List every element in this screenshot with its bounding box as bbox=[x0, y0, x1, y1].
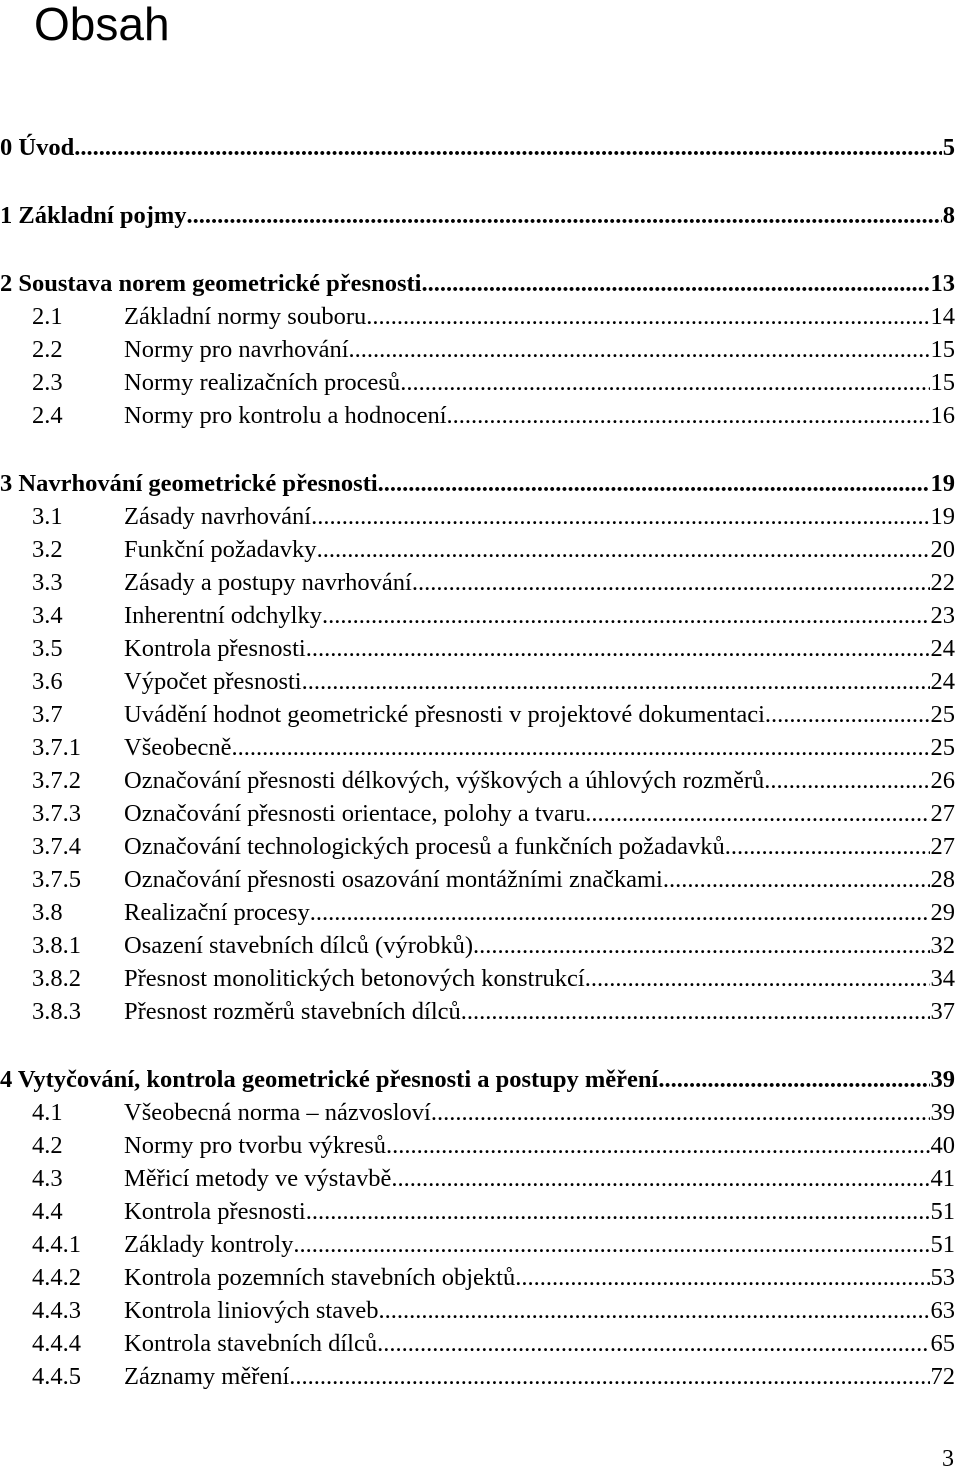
dot-leader bbox=[473, 929, 929, 962]
toc-entry-title: Záznamy měření bbox=[124, 1363, 290, 1390]
toc-entry-page: 28 bbox=[930, 866, 955, 893]
toc-entry-number: 3.5 bbox=[32, 635, 63, 662]
dot-leader bbox=[447, 399, 930, 432]
toc-entry-number: 3.1 bbox=[32, 503, 63, 530]
toc-chapter-entry[interactable] bbox=[0, 131, 955, 164]
dot-leader bbox=[412, 566, 930, 599]
toc-entry-number: 3.7 bbox=[32, 701, 63, 728]
toc-entry-title: Normy pro navrhování bbox=[124, 336, 349, 363]
dot-leader bbox=[391, 1162, 929, 1195]
toc-entry-page: 37 bbox=[930, 998, 955, 1025]
toc-entry-page: 40 bbox=[930, 1132, 955, 1159]
toc-entry-page: 25 bbox=[930, 701, 955, 728]
toc-section-entry[interactable] bbox=[0, 962, 955, 995]
toc-entry-page: 51 bbox=[930, 1198, 955, 1225]
toc-section-entry[interactable] bbox=[0, 333, 955, 366]
toc-entry-number: 3.8 bbox=[32, 899, 63, 926]
toc-entry-number: 4.4.1 bbox=[32, 1231, 81, 1258]
toc-section-entry[interactable] bbox=[0, 300, 955, 333]
toc-section-entry[interactable] bbox=[0, 1327, 955, 1360]
dot-leader bbox=[311, 500, 929, 533]
dot-leader bbox=[431, 1096, 930, 1129]
toc-entry-title: Zásady navrhování bbox=[124, 503, 312, 530]
toc-entry-number: 4.4.4 bbox=[32, 1330, 81, 1357]
toc-entry-number: 3.8.1 bbox=[32, 932, 81, 959]
toc-section-entry[interactable] bbox=[0, 863, 955, 896]
toc-section-entry[interactable] bbox=[0, 632, 955, 665]
toc-section-entry[interactable] bbox=[0, 599, 955, 632]
toc-entry-title: Všeobecná norma – názvosloví bbox=[124, 1099, 431, 1126]
toc-entry-title: 4 Vytyčování, kontrola geometrické přesnosti a postupy měření bbox=[0, 1066, 659, 1093]
toc-chapter-entry[interactable] bbox=[0, 199, 955, 232]
dot-leader bbox=[764, 764, 929, 797]
dot-leader bbox=[377, 1327, 929, 1360]
toc-entry-title: 2 Soustava norem geometrické přesnosti bbox=[0, 270, 422, 297]
dot-leader bbox=[378, 1294, 929, 1327]
dot-leader bbox=[658, 1063, 929, 1096]
toc-section-entry[interactable] bbox=[0, 533, 955, 566]
toc-section-entry[interactable] bbox=[0, 830, 955, 863]
dot-leader bbox=[74, 131, 942, 164]
dot-leader bbox=[400, 366, 929, 399]
dot-leader bbox=[349, 333, 930, 366]
toc-entry-title: Funkční požadavky bbox=[124, 536, 317, 563]
toc-section-entry[interactable] bbox=[0, 896, 955, 929]
toc-entry-title: Kontrola přesnosti bbox=[124, 635, 306, 662]
dot-leader bbox=[461, 995, 930, 1028]
toc-entry-number: 3.4 bbox=[32, 602, 63, 629]
toc-section-entry[interactable] bbox=[0, 399, 955, 432]
toc-entry-page: 25 bbox=[930, 734, 955, 761]
dot-leader bbox=[515, 1261, 929, 1294]
toc-entry-page: 23 bbox=[930, 602, 955, 629]
toc-entry-title: Označování přesnosti délkových, výškových a úhlových rozměrů bbox=[124, 767, 765, 794]
toc-entry-title: Zásady a postupy navrhování bbox=[124, 569, 412, 596]
dot-leader bbox=[322, 599, 930, 632]
toc-section-entry[interactable] bbox=[0, 995, 955, 1028]
toc-section-entry[interactable] bbox=[0, 566, 955, 599]
toc-entry-page: 27 bbox=[930, 800, 955, 827]
dot-leader bbox=[378, 467, 930, 500]
toc-entry-page: 51 bbox=[930, 1231, 955, 1258]
toc-entry-title: Realizační procesy bbox=[124, 899, 310, 926]
toc-section-entry[interactable] bbox=[0, 929, 955, 962]
toc-entry-page: 53 bbox=[930, 1264, 955, 1291]
toc-entry-page: 14 bbox=[930, 303, 955, 330]
toc-entry-title: Kontrola liniových staveb bbox=[124, 1297, 379, 1324]
toc-entry-page: 22 bbox=[930, 569, 955, 596]
toc-entry-number: 4.2 bbox=[32, 1132, 63, 1159]
toc-entry-title: Uvádění hodnot geometrické přesnosti v projektové dokumentaci bbox=[124, 701, 765, 728]
toc-entry-number: 3.7.2 bbox=[32, 767, 81, 794]
toc-entry-page: 15 bbox=[930, 369, 955, 396]
toc-entry-title: Kontrola přesnosti bbox=[124, 1198, 306, 1225]
toc-chapter-entry[interactable] bbox=[0, 1063, 955, 1096]
toc-section-entry[interactable] bbox=[0, 1096, 955, 1129]
toc-entry-number: 3.6 bbox=[32, 668, 63, 695]
toc-entry-page: 39 bbox=[930, 1066, 955, 1093]
toc-entry-number: 3.8.3 bbox=[32, 998, 81, 1025]
toc-section-entry[interactable] bbox=[0, 500, 955, 533]
toc-entry-number: 3.7.4 bbox=[32, 833, 81, 860]
page-number: 3 bbox=[942, 1446, 954, 1472]
toc-section-entry[interactable] bbox=[0, 1261, 955, 1294]
dot-leader bbox=[366, 300, 929, 333]
toc-entry-title: Normy realizačních procesů bbox=[124, 369, 401, 396]
toc-entry-page: 13 bbox=[930, 270, 955, 297]
toc-entry-number: 3.7.5 bbox=[32, 866, 81, 893]
toc-section-entry[interactable] bbox=[0, 1162, 955, 1195]
toc-entry-number: 4.4 bbox=[32, 1198, 63, 1225]
toc-entry-page: 24 bbox=[930, 635, 955, 662]
toc-entry-page: 15 bbox=[930, 336, 955, 363]
toc-entry-page: 16 bbox=[930, 402, 955, 429]
toc-entry-title: Normy pro kontrolu a hodnocení bbox=[124, 402, 447, 429]
toc-entry-page: 72 bbox=[930, 1363, 955, 1390]
toc-entry-page: 26 bbox=[930, 767, 955, 794]
toc-section-entry[interactable] bbox=[0, 698, 955, 731]
dot-leader bbox=[585, 962, 930, 995]
toc-entry-title: Kontrola stavebních dílců bbox=[124, 1330, 378, 1357]
toc-entry-title: Výpočet přesnosti bbox=[124, 668, 302, 695]
toc-section-entry[interactable] bbox=[0, 665, 955, 698]
toc-entry-title: Označování přesnosti orientace, polohy a tvaru bbox=[124, 800, 586, 827]
toc-entry-number: 3.7.1 bbox=[32, 734, 81, 761]
dot-leader bbox=[765, 698, 930, 731]
toc-chapter-entry[interactable] bbox=[0, 267, 955, 300]
dot-leader bbox=[306, 1195, 930, 1228]
toc-entry-number: 2.3 bbox=[32, 369, 63, 396]
dot-leader bbox=[293, 1228, 929, 1261]
toc-entry-title: Označování přesnosti osazování montážními značkami bbox=[124, 866, 663, 893]
toc-entry-title: Kontrola pozemních stavebních objektů bbox=[124, 1264, 516, 1291]
toc-entry-number: 3.3 bbox=[32, 569, 63, 596]
toc-entry-page: 27 bbox=[930, 833, 955, 860]
toc-entry-number: 2.4 bbox=[32, 402, 63, 429]
dot-leader bbox=[289, 1360, 929, 1393]
toc-entry-page: 19 bbox=[930, 503, 955, 530]
toc-section-entry[interactable] bbox=[0, 731, 955, 764]
toc-section-entry[interactable] bbox=[0, 1294, 955, 1327]
toc-entry-title: Měřicí metody ve výstavbě bbox=[124, 1165, 392, 1192]
dot-leader bbox=[421, 267, 929, 300]
dot-leader bbox=[310, 896, 930, 929]
toc-entry-title: Označování technologických procesů a funkčních požadavků bbox=[124, 833, 725, 860]
toc-entry-page: 24 bbox=[930, 668, 955, 695]
dot-leader bbox=[386, 1129, 930, 1162]
toc-entry-number: 4.4.3 bbox=[32, 1297, 81, 1324]
toc-section-entry[interactable] bbox=[0, 366, 955, 399]
toc-entry-title: Základní normy souboru bbox=[124, 303, 367, 330]
page-title: Obsah bbox=[34, 0, 170, 50]
toc-entry-number: 3.8.2 bbox=[32, 965, 81, 992]
toc-entry-page: 32 bbox=[930, 932, 955, 959]
toc-entry-title: Všeobecně bbox=[124, 734, 232, 761]
toc-entry-page: 39 bbox=[930, 1099, 955, 1126]
toc-entry-title: Základy kontroly bbox=[124, 1231, 294, 1258]
dot-leader bbox=[187, 199, 942, 232]
toc-section-entry[interactable] bbox=[0, 1228, 955, 1261]
toc-entry-number: 4.3 bbox=[32, 1165, 63, 1192]
toc-entry-number: 3.7.3 bbox=[32, 800, 81, 827]
dot-leader bbox=[306, 632, 930, 665]
toc-entry-page: 8 bbox=[942, 202, 955, 229]
toc-entry-number: 3.2 bbox=[32, 536, 63, 563]
toc-entry-number: 2.2 bbox=[32, 336, 63, 363]
toc-entry-number: 4.4.5 bbox=[32, 1363, 81, 1390]
dot-leader bbox=[585, 797, 929, 830]
toc-entry-title: 1 Základní pojmy bbox=[0, 202, 187, 229]
dot-leader bbox=[317, 533, 930, 566]
toc-entry-title: Inherentní odchylky bbox=[124, 602, 322, 629]
toc-section-entry[interactable] bbox=[0, 1195, 955, 1228]
toc-entry-number: 4.1 bbox=[32, 1099, 63, 1126]
toc-entry-number: 4.4.2 bbox=[32, 1264, 81, 1291]
toc-entry-title: 0 Úvod bbox=[0, 134, 75, 161]
toc-entry-title: Normy pro tvorbu výkresů bbox=[124, 1132, 386, 1159]
toc-section-entry[interactable] bbox=[0, 764, 955, 797]
toc-entry-title: Osazení stavebních dílců (výrobků) bbox=[124, 932, 474, 959]
dot-leader bbox=[663, 863, 930, 896]
toc-entry-title: Přesnost rozměrů stavebních dílců bbox=[124, 998, 461, 1025]
toc-entry-page: 29 bbox=[930, 899, 955, 926]
toc-entry-title: 3 Navrhování geometrické přesnosti bbox=[0, 470, 378, 497]
toc-entry-number: 2.1 bbox=[32, 303, 63, 330]
toc-entry-page: 65 bbox=[930, 1330, 955, 1357]
toc-entry-page: 34 bbox=[930, 965, 955, 992]
toc-entry-page: 5 bbox=[942, 134, 955, 161]
toc-chapter-entry[interactable] bbox=[0, 467, 955, 500]
dot-leader bbox=[725, 830, 930, 863]
toc-entry-page: 41 bbox=[930, 1165, 955, 1192]
toc-entry-page: 19 bbox=[930, 470, 955, 497]
dot-leader bbox=[302, 665, 930, 698]
toc-section-entry[interactable] bbox=[0, 1360, 955, 1393]
toc-entry-title: Přesnost monolitických betonových konstrukcí bbox=[124, 965, 585, 992]
toc-section-entry[interactable] bbox=[0, 1129, 955, 1162]
toc-entry-page: 20 bbox=[930, 536, 955, 563]
dot-leader bbox=[231, 731, 929, 764]
toc-entry-page: 63 bbox=[930, 1297, 955, 1324]
toc-section-entry[interactable] bbox=[0, 797, 955, 830]
